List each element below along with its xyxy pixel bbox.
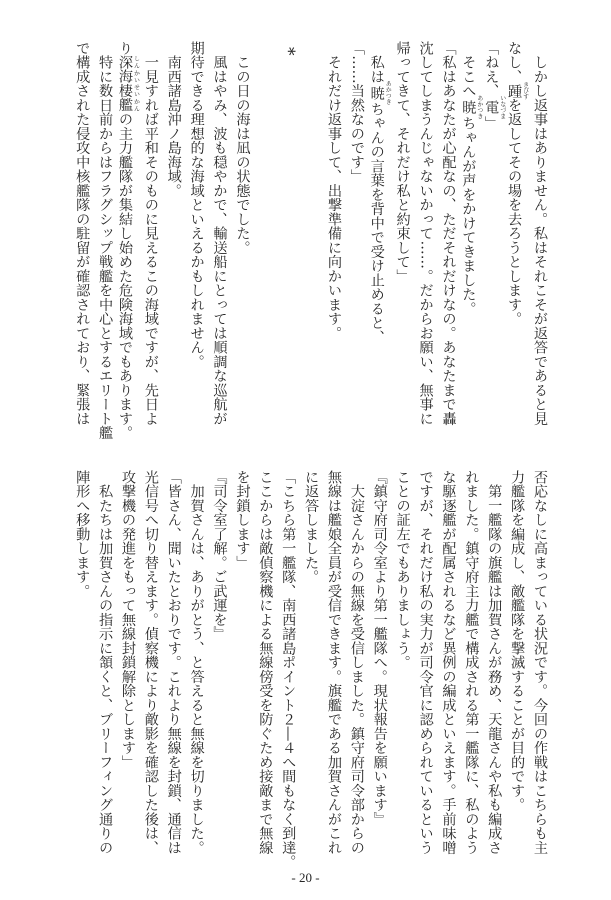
text-segment: なし、 [506,41,523,84]
ruby-reading: きびす [521,81,529,100]
text-segment: 風はやみ、波も穏やかで、輸送船にとっては順調な巡航が [211,41,228,426]
text-segment: 力艦隊を編成し、敵艦隊を撃滅することが目的です。 [509,470,526,812]
text-column [93,41,116,440]
ruby-base: 暁 [460,95,477,120]
text-segment: 南西諸島沖ノ島海域。 [165,41,182,198]
section-break-asterisk [276,41,299,429]
ruby-word [460,95,483,120]
text-segment: 光信号へ切り替えます。偵察機により敵影を確認した後は、 [142,470,159,855]
text-segment: 私たちは加賀さんの指示に頷くと、ブリーフィング通りの [97,470,114,855]
text-segment: ちゃんの言葉を背中で受け止めると、 [368,101,385,345]
text-segment: ここからは敵偵察機による無線傍受を防ぐため接敵まで無線 [257,470,274,855]
ruby-word [506,81,529,100]
text-segment: * [278,47,299,56]
ruby-reading: いなづま [498,95,506,120]
text-segment: を返してその場を去ろうとします。 [506,98,523,326]
text-segment: 沈してしまうんじゃないかって……。だからお願い、無事に [417,41,434,426]
text-column [345,470,368,858]
text-block-top [70,41,551,440]
text-segment: に返答しました。 [303,470,320,584]
text-column [70,41,93,429]
text-segment: な駆逐艦が配属されるなど異例の編成といえます。手前味噌 [440,470,457,855]
text-column [414,470,437,858]
text-column [368,41,391,429]
text-segment: それだけ返事して、出撃準備に向かいます。 [325,41,342,341]
text-column [528,41,551,429]
text-column [231,470,254,858]
text-column [253,470,276,858]
ruby-reading: しんかいせいかん [132,55,140,113]
text-column [437,41,460,429]
text-segment: れました。鎮守府主力艦で構成される第一艦隊に、私のよう [463,470,480,855]
text-column [208,41,231,429]
text-column [253,41,276,429]
ruby-word [116,55,140,113]
text-segment: 一見すれば平和そのものに見えるこの海域ですが、先日よ [142,41,159,426]
text-segment: しかし返事はありません。私はそれこそが返答であると見 [532,41,548,426]
text-block-bottom [70,470,551,869]
text-column [231,41,254,429]
text-column [139,470,162,858]
text-column [185,470,208,858]
text-segment: そこへ [460,41,477,98]
text-segment: 『司令室了解。ご武運を』 [211,470,228,641]
text-column [414,41,437,429]
text-column [276,470,299,869]
text-column [93,470,116,858]
ruby-word [483,95,506,120]
ruby-base: 電 [483,95,500,120]
ruby-reading: あかつき [475,95,483,120]
text-segment: この日の海は凪の状態でした。 [234,41,251,255]
text-column [459,470,482,858]
text-segment: 大淀さんからの無線を受信しました。鎮守府司令部からの [348,470,365,855]
text-segment: ですが、それだけ私の実力が司令官に認められているという [417,470,434,855]
text-segment: 攻撃機の発進をもって無線封鎖解除とします」 [119,470,136,770]
text-column [116,41,140,440]
text-segment: ことの証左でもありましょう。 [394,470,411,670]
text-column [162,41,185,429]
text-segment: 期待できる理想的な海域といえるかもしれません。 [188,41,205,369]
text-segment: を封鎖します」 [234,470,251,570]
text-segment: 加賀さんは、ありがとう、と答えると無線を切りました。 [188,470,205,855]
text-column [482,470,505,858]
text-segment: 私は [368,41,385,84]
text-segment: 」 [483,116,500,131]
text-segment: 「ねえ、 [483,41,500,98]
text-column [368,470,391,858]
text-column [299,470,322,858]
ruby-word [368,80,392,105]
text-column [162,470,185,858]
text-segment: で構成された侵攻中核艦隊の駐留が確認されており、緊張は [74,41,91,426]
ruby-base: 踵 [506,81,523,100]
ruby-reading: あかつき [384,80,392,105]
text-column [116,470,139,858]
text-column [437,470,460,858]
text-segment: 『鎮守府司令室より第一艦隊へ。現状報告を願います』 [371,470,388,827]
text-segment: 「私はあなたが心配なの、ただそれだけなの。あなたまで轟 [440,41,457,426]
text-segment: 特に数日前からはフラグシップ戦艦を中心とするエリート艦 [97,41,114,440]
page-number: - 20 - [291,870,320,885]
text-segment: の主力艦隊が集結し始めた危険海域でもあります。 [116,112,133,440]
ruby-base: 深海棲艦 [116,55,133,113]
text-segment: 「皆さん、聞いたとおりです。これより無線を封鎖、通信は [165,470,182,855]
text-segment: 第一艦隊の旗艦は加賀さんが務め、天龍さんや私も編成さ [486,470,503,855]
text-column [322,470,345,858]
text-column [391,41,414,429]
ruby-base: 暁 [368,80,385,105]
text-column [70,470,93,858]
text-segment: 陣形へ移動します。 [74,470,91,599]
text-segment: ちゃんが声をかけてきました。 [460,116,477,316]
text-column [505,470,528,858]
text-column [391,470,414,858]
text-segment: 「……当然なのです」 [348,41,365,184]
text-column [208,470,231,858]
text-column [528,470,551,858]
text-column [139,41,162,429]
text-segment: り [116,41,133,56]
text-segment: 帰ってきて、それだけ私と約束して」 [394,41,411,284]
text-column [299,41,322,429]
text-segment: 「こちら第一艦隊、南西諸島ポイント２―４へ間もなく到達。 [280,470,297,869]
text-column [322,41,345,429]
text-column [459,41,482,429]
text-segment: 否応なしに高まっている状況です。今回の作戦はこちらも主 [532,470,548,855]
text-column [505,41,528,429]
text-column [185,41,208,429]
text-segment: 無線は艦娘全員が受信できます。旗艦である加賀さんがこれ [325,470,342,855]
